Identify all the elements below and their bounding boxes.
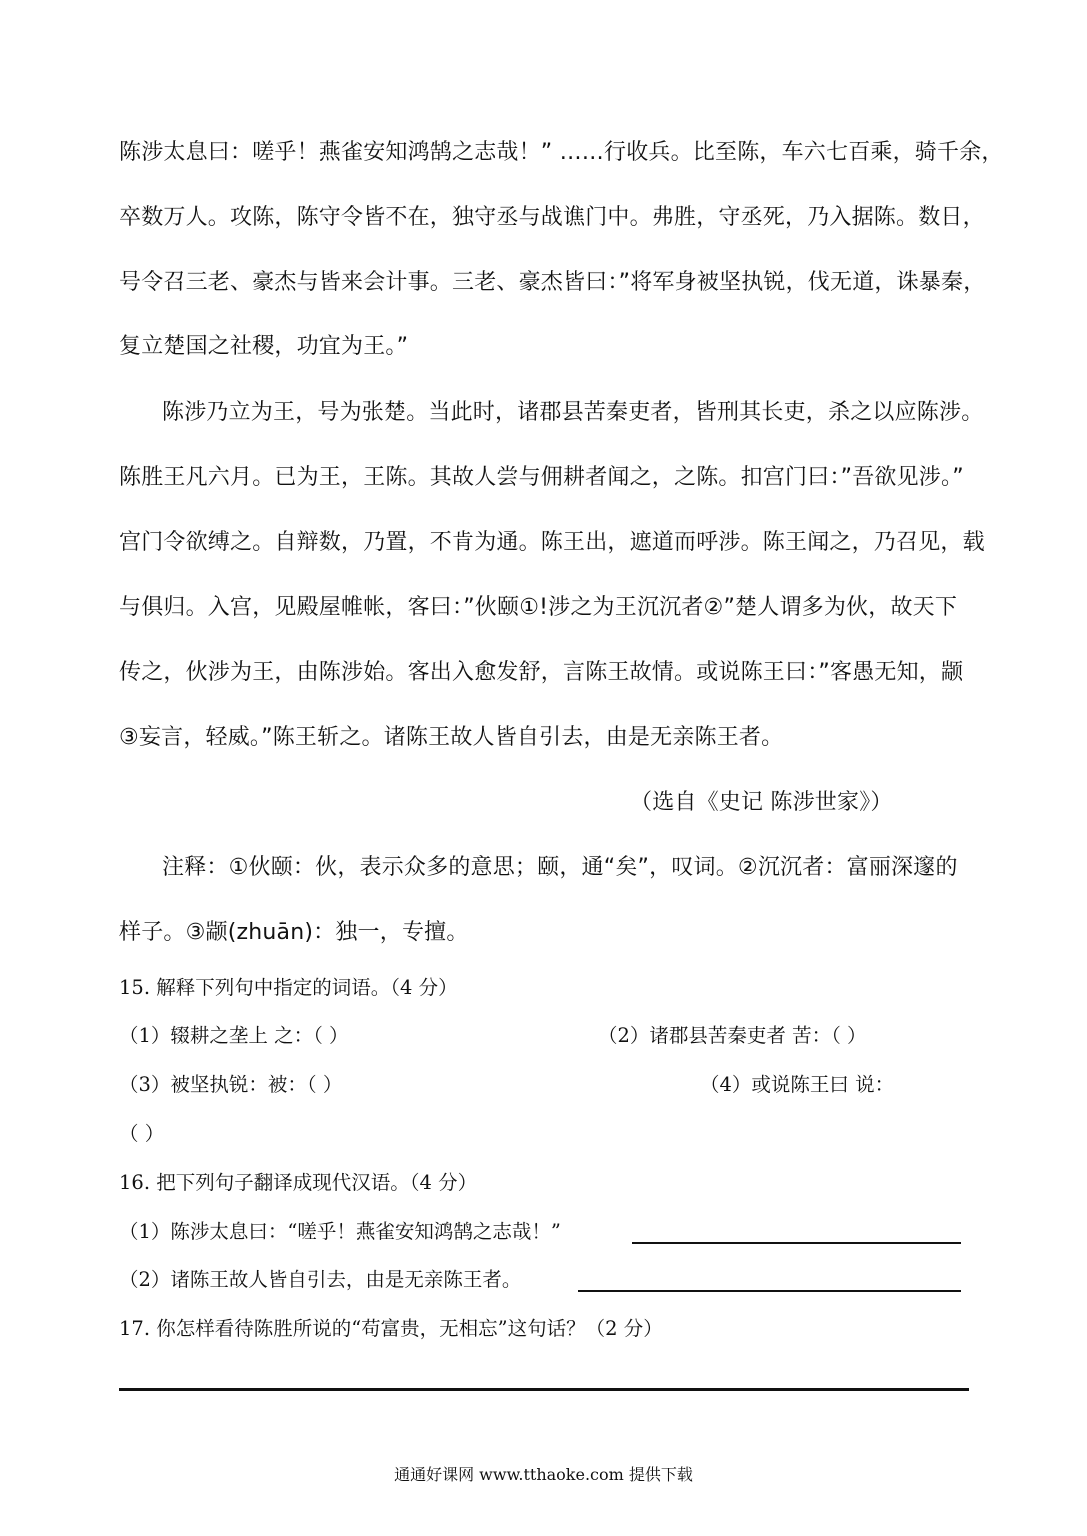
notes-line: 样子。③颛(zhuān)：独一，专擅。 (119, 920, 469, 945)
question-17-title: 17. 你怎样看待陈胜所说的“苟富贵，无相忘”这句话？（2 分） (119, 1317, 663, 1340)
question-16-item-2: （2）诸陈王故人皆自引去，由是无亲陈王者。 (119, 1268, 522, 1291)
answer-line[interactable] (119, 1388, 969, 1391)
notes-line: 注释：①伙颐：伙，表示众多的意思；颐，通“矣”，叹词。②沉沉者：富丽深邃的 (162, 855, 958, 880)
question-15-item-3: （3）被坚执锐：被：（ ） (119, 1073, 343, 1096)
passage-line: 号令召三老、豪杰与皆来会计事。三老、豪杰皆曰：”将军身被坚执锐，伐无道，诛暴秦， (119, 270, 986, 295)
page-footer: 通通好课网 www.tthaoke.com 提供下载 (394, 1465, 693, 1484)
question-15-title: 15. 解释下列句中指定的词语。（4 分） (119, 976, 458, 999)
question-15-item-1: （1）辍耕之垄上 之：（ ） (119, 1024, 349, 1047)
passage-line: ③妄言，轻威。”陈王斩之。诸陈王故人皆自引去，由是无亲陈王者。 (119, 725, 784, 750)
question-15-item-2: （2）诸郡县苦秦吏者 苦：（ ） (598, 1024, 867, 1047)
answer-line[interactable] (632, 1242, 961, 1244)
question-15-item-4-blank: （ ） (119, 1122, 165, 1145)
question-15-item-4: （4）或说陈王曰 说： (700, 1073, 895, 1096)
answer-line[interactable] (578, 1290, 961, 1292)
passage-line: 与俱归。入宫，见殿屋帷帐，客曰：”伙颐①!涉之为王沉沉者②”楚人谓多为伙，故天下 (119, 595, 958, 620)
passage-line: 陈涉乃立为王，号为张楚。当此时，诸郡县苦秦吏者，皆刑其长吏，杀之以应陈涉。 (162, 400, 984, 425)
passage-source: （选自《史记 陈涉世家》） (630, 790, 893, 815)
passage-line: 陈涉太息曰：嗟乎！燕雀安知鸿鹄之志哉！” ……行收兵。比至陈，车六七百乘，骑千余， (119, 140, 1004, 165)
passage-line: 复立楚国之社稷，功宜为王。” (119, 334, 409, 359)
question-16-item-1: （1）陈涉太息曰：“嗟乎！燕雀安知鸿鹄之志哉！” (119, 1220, 561, 1243)
passage-line: 陈胜王凡六月。已为王，王陈。其故人尝与佣耕者闻之，之陈。扣宫门曰：”吾欲见涉。” (119, 465, 964, 490)
passage-line: 传之，伙涉为王，由陈涉始。客出入愈发舒，言陈王故情。或说陈王曰：”客愚无知，颛 (119, 660, 964, 685)
passage-line: 卒数万人。攻陈，陈守令皆不在，独守丞与战谯门中。弗胜，守丞死，乃入据陈。数日， (119, 205, 985, 230)
passage-line: 宫门令欲缚之。自辩数，乃置，不肯为通。陈王出，遮道而呼涉。陈王闻之，乃召见，载 (119, 530, 985, 555)
question-16-title: 16. 把下列句子翻译成现代汉语。（4 分） (119, 1171, 478, 1194)
